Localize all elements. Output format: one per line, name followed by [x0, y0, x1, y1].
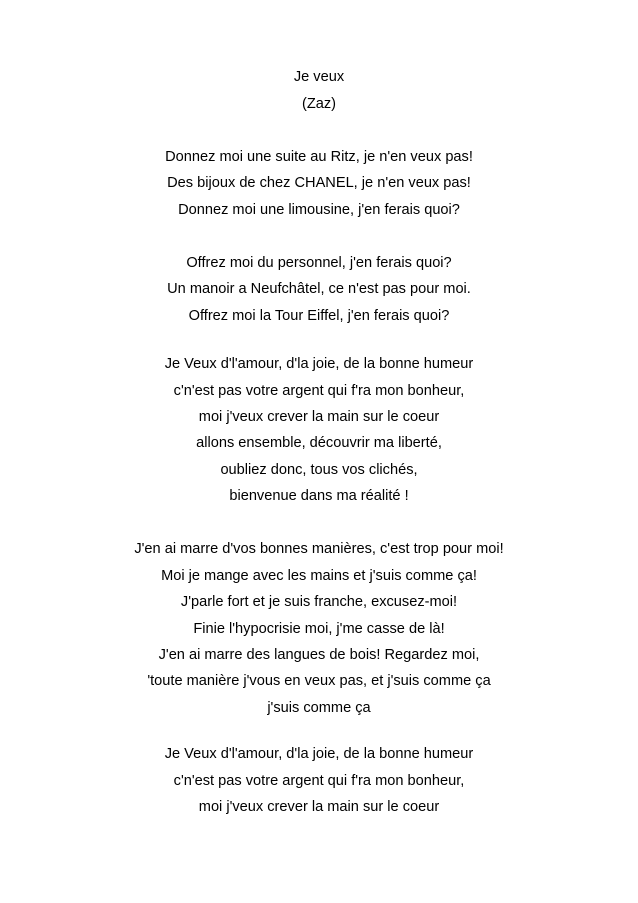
lyric-line: Finie l'hypocrisie moi, j'me casse de là!: [193, 621, 445, 637]
lyric-line: Donnez moi une suite au Ritz, je n'en veux pas!: [165, 149, 473, 165]
lyric-line: allons ensemble, découvrir ma liberté,: [196, 435, 442, 451]
lyric-line: Moi je mange avec les mains et j'suis comme ça!: [161, 568, 477, 584]
lyric-line: bienvenue dans ma réalité !: [229, 488, 409, 504]
lyric-line: Je Veux d'l'amour, d'la joie, de la bonne humeur: [164, 356, 474, 372]
lyric-line: Offrez moi du personnel, j'en ferais quoi?: [186, 255, 452, 271]
lyric-line: J'parle fort et je suis franche, excusez-moi!: [180, 594, 458, 610]
song-title: Je veux: [293, 69, 345, 85]
lyric-line: moi j'veux crever la main sur le coeur: [198, 799, 440, 815]
lyric-line: j'suis comme ça: [267, 700, 371, 716]
lyric-line: J'en ai marre des langues de bois! Regardez moi,: [158, 647, 480, 663]
lyric-line: 'toute manière j'vous en veux pas, et j'suis comme ça: [147, 673, 491, 689]
lyric-line: Offrez moi la Tour Eiffel, j'en ferais quoi?: [188, 308, 450, 324]
lyric-line: Des bijoux de chez CHANEL, je n'en veux pas!: [167, 175, 471, 191]
lyric-line: c'n'est pas votre argent qui f'ra mon bonheur,: [173, 773, 465, 789]
lyric-line: J'en ai marre d'vos bonnes manières, c'est trop pour moi!: [134, 541, 504, 557]
lyric-line: Je Veux d'l'amour, d'la joie, de la bonne humeur: [164, 746, 474, 762]
lyric-line: oubliez donc, tous vos clichés,: [220, 462, 418, 478]
lyric-line: Un manoir a Neufchâtel, ce n'est pas pour moi.: [167, 281, 471, 297]
lyric-line: Donnez moi une limousine, j'en ferais quoi?: [178, 202, 460, 218]
lyric-line: moi j'veux crever la main sur le coeur: [198, 409, 440, 425]
lyric-line: c'n'est pas votre argent qui f'ra mon bonheur,: [173, 383, 465, 399]
song-artist: (Zaz): [301, 96, 337, 112]
